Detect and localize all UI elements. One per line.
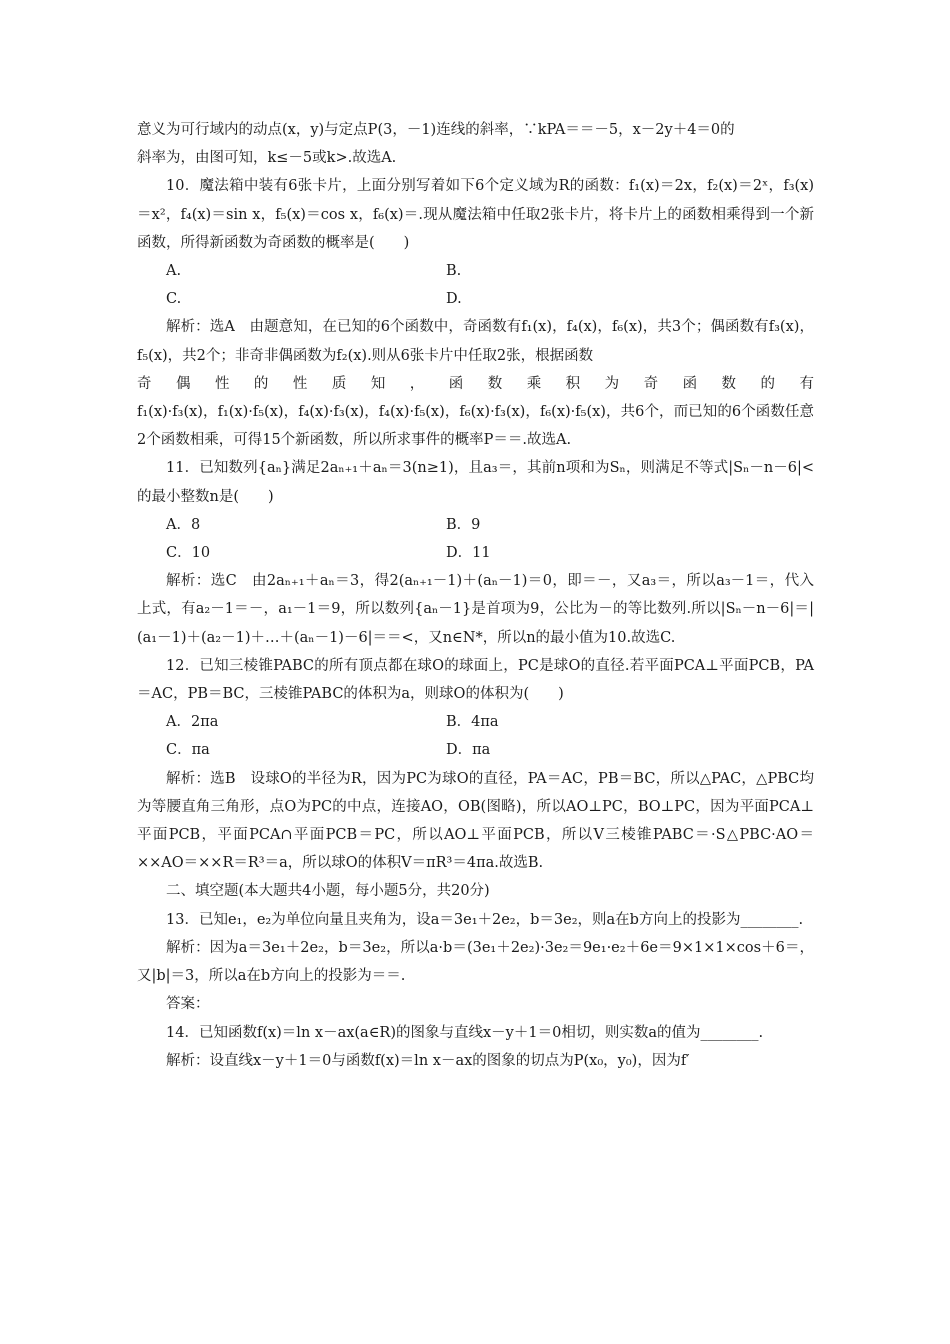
option-b: B. [446, 263, 462, 280]
text-line: 斜率为，由图可知，k≤－5或k>.故选A. [137, 150, 397, 167]
option-a: A．2πa [166, 714, 219, 731]
question-10: 10．魔法箱中装有6张卡片，上面分别写着如下6个定义域为R的函数：f₁(x)＝2x，f₂(x)＝2ˣ，f₃(x)＝x²，f₄(x)＝sin x，f₅(x)＝cos x，f₆(x)＝.现从魔法箱中任取2张卡片，将卡片上的函数相乘得到一个新函数，所得新函数为奇函数的概率是( ) [137, 178, 814, 251]
options-row [137, 736, 814, 764]
solution-11: 解析：选C 由2aₙ₊₁＋aₙ＝3，得2(aₙ₊₁－1)＋(aₙ－1)＝0，即＝－，又a₃＝，所以a₃－1＝，代入上式，有a₂－1＝－，a₁－1＝9，所以数列{aₙ－1}是首项为9，公比为－的等比数列.所以|Sₙ－n－6|＝|(a₁－1)＋(a₂－1)＋…＋(aₙ－1)－6|＝＝<，又n∈N*，所以n的最小值为10.故选C. [137, 573, 814, 646]
option-c: C．10 [166, 545, 211, 562]
question-11: 11．已知数列{aₙ}满足2aₙ₊₁＋aₙ＝3(n≥1)，且a₃＝，其前n项和为Sₙ，则满足不等式|Sₙ－n－6|<的最小整数n是( ) [137, 460, 814, 505]
section-heading: 二、填空题(本大题共4小题，每小题5分，共20分) [166, 883, 490, 900]
option-a: A. [166, 263, 182, 280]
option-b: B．4πa [446, 714, 499, 731]
option-d: D．11 [446, 545, 491, 562]
options-row [137, 708, 814, 736]
options-row [137, 285, 814, 313]
option-d: D. [446, 291, 462, 308]
answer-13: 答案： [166, 996, 210, 1013]
solution-10-line: 奇偶性的性质知，函数乘积为奇函数的有 [137, 375, 814, 392]
option-a: A．8 [166, 516, 201, 533]
solution-12: 解析：选B 设球O的半径为R，因为PC为球O的直径，PA＝AC，PB＝BC，所以△PAC，△PBC均为等腰直角三角形，点O为PC的中点，连接AO，OB(图略)，所以AO⊥PC，BO⊥PC，因为平面PCA⊥平面PCB，平面PCA∩平面PCB＝PC，所以AO⊥平面PCB，所以V三棱锥PABC＝·S△PBC·AO＝××AO＝××R＝R³＝a，所以球O的体积V＝πR³＝4πa.故选B. [137, 770, 814, 872]
option-d: D．πa [446, 742, 491, 759]
solution-10: 解析：选A 由题意知，在已知的6个函数中，奇函数有f₁(x)，f₄(x)，f₆(x)，共3个；偶函数有f₃(x)，f₅(x)，共2个；非奇非偶函数为f₂(x).则从6张卡片中任取2张，根据函数 [137, 319, 814, 364]
options-row [137, 257, 814, 285]
solution-10-cont: f₁(x)·f₃(x)，f₁(x)·f₅(x)，f₄(x)·f₃(x)，f₄(x)·f₅(x)，f₆(x)·f₃(x)，f₆(x)·f₅(x)，共6个，而已知的6个函数任意2个函数相乘，可得15个新函数，所以所求事件的概率P＝＝.故选A. [137, 404, 814, 449]
option-c: C．πa [166, 742, 210, 759]
question-14: 14．已知函数f(x)＝ln x－ax(a∈R)的图象与直线x－y＋1＝0相切，则实数a的值为________. [166, 1024, 764, 1041]
document-page [137, 116, 814, 1075]
options-row [137, 511, 814, 539]
options-row [137, 539, 814, 567]
option-b: B．9 [446, 516, 481, 533]
text-line: 意义为可行域内的动点(x，y)与定点P(3，－1)连线的斜率，∵kPA＝＝－5，x－2y＋4＝0的 [137, 122, 735, 138]
question-13: 13．已知e₁，e₂为单位向量且夹角为，设a＝3e₁＋2e₂，b＝3e₂，则a在b方向上的投影为________. [166, 911, 804, 928]
solution-14: 解析：设直线x－y＋1＝0与函数f(x)＝ln x－ax的图象的切点为P(x₀，y₀)，因为f′ [166, 1052, 690, 1069]
solution-13: 解析：因为a＝3e₁＋2e₂，b＝3e₂，所以a·b＝(3e₁＋2e₂)·3e₂＝9e₁·e₂＋6e＝9×1×1×cos＋6＝，又|b|＝3，所以a在b方向上的投影为＝＝. [137, 939, 814, 985]
question-12: 12．已知三棱锥PABC的所有顶点都在球O的球面上，PC是球O的直径.若平面PCA⊥平面PCB，PA＝AC，PB＝BC，三棱锥PABC的体积为a，则球O的体积为( ) [137, 657, 814, 703]
option-c: C. [166, 291, 182, 308]
